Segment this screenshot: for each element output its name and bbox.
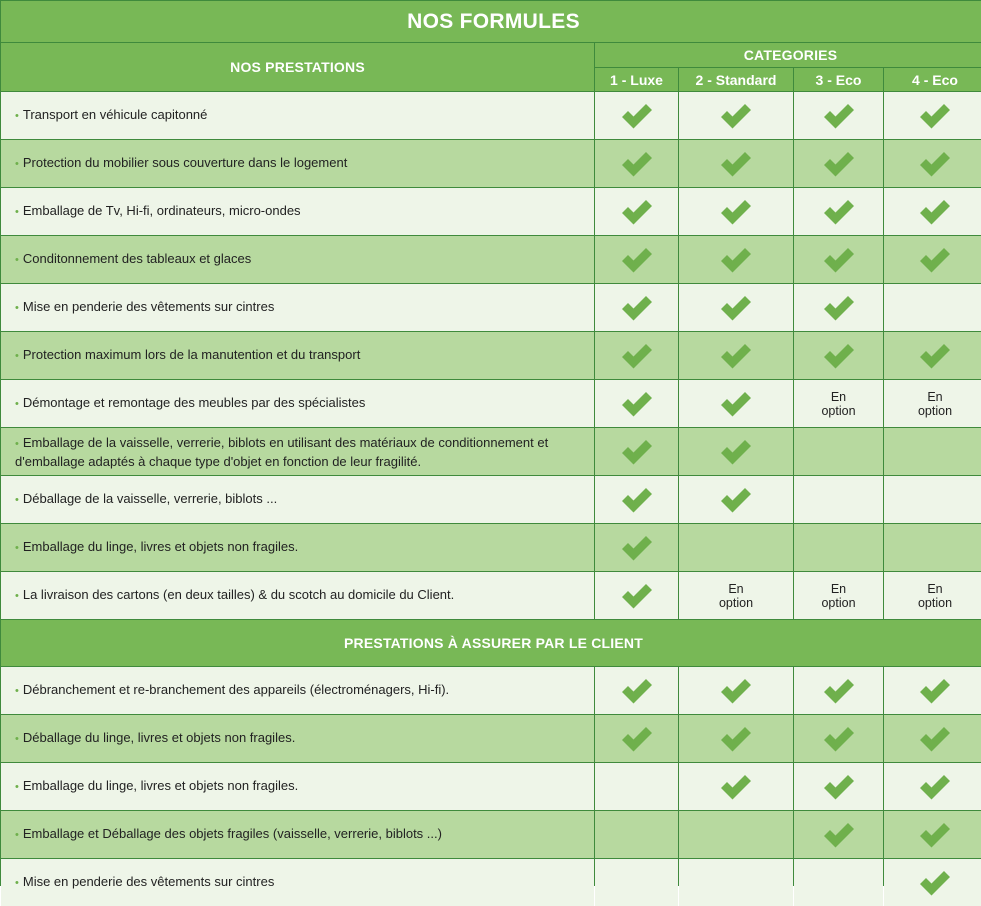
category-cell [595, 140, 678, 187]
bullet-icon: • [15, 542, 19, 554]
service-label [1, 476, 594, 523]
bullet-icon: • [15, 437, 19, 450]
category-cell [884, 811, 981, 858]
checkmark-icon [620, 486, 654, 514]
category-cell [679, 92, 793, 139]
option-note [918, 390, 952, 418]
checkmark-icon [822, 102, 856, 130]
category-cell [884, 92, 981, 139]
checkmark-icon [822, 342, 856, 370]
category-cell [679, 524, 793, 571]
checkmark-icon [719, 773, 753, 801]
service-label [1, 667, 594, 714]
checkmark-icon [719, 486, 753, 514]
checkmark-icon [719, 294, 753, 322]
category-cell [679, 428, 793, 475]
bullet-icon: • [15, 877, 19, 889]
service-label [1, 92, 594, 139]
checkmark-icon [620, 725, 654, 753]
checkmark-icon [719, 342, 753, 370]
category-cell [595, 284, 678, 331]
service-label-text: Emballage de la vaisselle, verrerie, biblots en utilisant des matériaux de conditionnement et d'emballage adaptés à chaque type d'objet en fonction de leur fragilité. [15, 434, 549, 469]
category-cell [884, 667, 981, 714]
category-cell [595, 715, 678, 762]
category-cell [595, 236, 678, 283]
category-cell [595, 572, 678, 619]
service-label-text: Emballage et Déballage des objets fragiles (vaisselle, verrerie, biblots ...) [22, 826, 442, 841]
category-cell [595, 811, 678, 858]
bullet-icon: • [15, 685, 19, 697]
category-cell [679, 763, 793, 810]
category-3-header: 3 - Eco [794, 68, 883, 91]
category-cell [794, 332, 883, 379]
category-cell [595, 380, 678, 427]
checkmark-icon [620, 198, 654, 226]
category-cell [884, 332, 981, 379]
checkmark-icon [719, 102, 753, 130]
service-label-text: Protection du mobilier sous couverture dans le logement [22, 155, 348, 170]
checkmark-icon [918, 869, 952, 897]
checkmark-icon [918, 773, 952, 801]
category-cell [794, 380, 883, 427]
category-cell [679, 715, 793, 762]
service-label [1, 380, 594, 427]
option-note-line: option [917, 595, 953, 610]
client-section-header: PRESTATIONS À ASSURER PAR LE CLIENT [1, 620, 981, 666]
option-note-line: option [821, 595, 856, 610]
checkmark-icon [719, 725, 753, 753]
category-cell [679, 667, 793, 714]
checkmark-icon [719, 198, 753, 226]
service-label-text: Déballage de la vaisselle, verrerie, biblots ... [22, 491, 278, 506]
bullet-icon: • [15, 733, 19, 745]
category-cell [679, 332, 793, 379]
service-label [1, 524, 594, 571]
service-label-text: Protection maximum lors de la manutention et du transport [22, 347, 361, 362]
category-cell [679, 140, 793, 187]
checkmark-icon [918, 342, 952, 370]
category-cell [794, 476, 883, 523]
option-note-line: option [917, 403, 953, 418]
checkmark-icon [620, 294, 654, 322]
category-cell [679, 236, 793, 283]
bullet-icon: • [15, 158, 19, 170]
service-label [1, 572, 594, 619]
category-cell [595, 428, 678, 475]
category-cell [679, 572, 793, 619]
checkmark-icon [822, 246, 856, 274]
category-cell [794, 572, 883, 619]
category-cell [794, 667, 883, 714]
checkmark-icon [620, 342, 654, 370]
category-cell [884, 859, 981, 906]
checkmark-icon [620, 246, 654, 274]
bullet-icon: • [15, 829, 19, 841]
service-label-text: Démontage et remontage des meubles par des spécialistes [22, 395, 366, 410]
bullet-icon: • [15, 302, 19, 314]
category-cell [595, 763, 678, 810]
bullet-icon: • [15, 206, 19, 218]
category-cell [884, 236, 981, 283]
checkmark-icon [822, 773, 856, 801]
service-label [1, 188, 594, 235]
category-2-header: 2 - Standard [679, 68, 793, 91]
service-label-text: Emballage du linge, livres et objets non fragiles. [22, 778, 299, 793]
checkmark-icon [620, 534, 654, 562]
checkmark-icon [822, 677, 856, 705]
checkmark-icon [620, 102, 654, 130]
service-label [1, 763, 594, 810]
option-note-line: option [718, 595, 754, 610]
checkmark-icon [918, 246, 952, 274]
category-cell [595, 524, 678, 571]
service-label [1, 284, 594, 331]
checkmark-icon [918, 198, 952, 226]
option-note [821, 582, 855, 610]
table-title: NOS FORMULES [1, 1, 981, 42]
service-label-text: Mise en penderie des vêtements sur cintres [22, 874, 275, 889]
category-cell [794, 811, 883, 858]
option-note [821, 390, 855, 418]
option-note-line: En [830, 581, 847, 596]
service-label-text: Transport en véhicule capitonné [22, 107, 208, 122]
category-cell [794, 236, 883, 283]
category-cell [794, 524, 883, 571]
category-cell [794, 428, 883, 475]
category-cell [679, 284, 793, 331]
checkmark-icon [918, 102, 952, 130]
option-note-line: En [927, 389, 943, 404]
category-cell [884, 284, 981, 331]
service-label-text: Conditonnement des tableaux et glaces [22, 251, 252, 266]
category-cell [884, 476, 981, 523]
service-label [1, 236, 594, 283]
service-label [1, 332, 594, 379]
service-label-text: Emballage de Tv, Hi-fi, ordinateurs, micro-ondes [22, 203, 301, 218]
category-cell [884, 763, 981, 810]
checkmark-icon [719, 150, 753, 178]
category-cell [794, 763, 883, 810]
service-label-text: La livraison des cartons (en deux tailles) & du scotch au domicile du Client. [22, 587, 455, 602]
option-note-line: option [821, 403, 856, 418]
checkmark-icon [822, 294, 856, 322]
checkmark-icon [620, 582, 654, 610]
category-cell [679, 811, 793, 858]
option-note-line: En [830, 389, 847, 404]
checkmark-icon [719, 677, 753, 705]
service-label-text: Emballage du linge, livres et objets non fragiles. [22, 539, 299, 554]
bullet-icon: • [15, 398, 19, 410]
category-cell [595, 476, 678, 523]
bullet-icon: • [15, 110, 19, 122]
category-cell [595, 859, 678, 906]
bullet-icon: • [15, 590, 19, 602]
category-cell [884, 188, 981, 235]
category-cell [884, 524, 981, 571]
checkmark-icon [822, 821, 856, 849]
service-label-text: Déballage du linge, livres et objets non fragiles. [22, 730, 296, 745]
checkmark-icon [918, 725, 952, 753]
checkmark-icon [822, 725, 856, 753]
checkmark-icon [918, 677, 952, 705]
bullet-icon: • [15, 781, 19, 793]
checkmark-icon [620, 390, 654, 418]
category-cell [595, 188, 678, 235]
category-cell [794, 284, 883, 331]
checkmark-icon [620, 150, 654, 178]
bullet-icon: • [15, 494, 19, 506]
bullet-icon: • [15, 254, 19, 266]
option-note [918, 582, 952, 610]
service-label [1, 428, 594, 475]
category-cell [884, 572, 981, 619]
category-1-header: 1 - Luxe [595, 68, 678, 91]
service-label-text: Mise en penderie des vêtements sur cintres [22, 299, 275, 314]
option-note-line: En [728, 581, 744, 596]
checkmark-icon [620, 438, 654, 466]
category-cell [595, 332, 678, 379]
checkmark-icon [918, 150, 952, 178]
checkmark-icon [719, 246, 753, 274]
category-cell [679, 476, 793, 523]
category-cell [595, 667, 678, 714]
category-cell [794, 859, 883, 906]
checkmark-icon [719, 438, 753, 466]
category-cell [794, 140, 883, 187]
service-label [1, 715, 594, 762]
category-cell [679, 380, 793, 427]
checkmark-icon [918, 821, 952, 849]
category-cell [595, 92, 678, 139]
category-cell [884, 380, 981, 427]
checkmark-icon [822, 198, 856, 226]
bullet-icon: • [15, 350, 19, 362]
category-cell [794, 188, 883, 235]
category-cell [794, 715, 883, 762]
option-note [719, 582, 753, 610]
categories-header: CATEGORIES [595, 43, 981, 67]
category-cell [679, 859, 793, 906]
category-cell [884, 428, 981, 475]
service-label [1, 140, 594, 187]
service-label [1, 811, 594, 858]
service-label-text: Débranchement et re-branchement des appareils (électroménagers, Hi-fi). [22, 682, 450, 697]
checkmark-icon [719, 390, 753, 418]
category-4-header: 4 - Eco [884, 68, 981, 91]
category-cell [679, 188, 793, 235]
checkmark-icon [822, 150, 856, 178]
category-cell [884, 715, 981, 762]
services-header: NOS PRESTATIONS [1, 43, 594, 91]
service-label [1, 859, 594, 906]
category-cell [794, 92, 883, 139]
option-note-line: En [927, 581, 943, 596]
checkmark-icon [620, 677, 654, 705]
category-cell [884, 140, 981, 187]
